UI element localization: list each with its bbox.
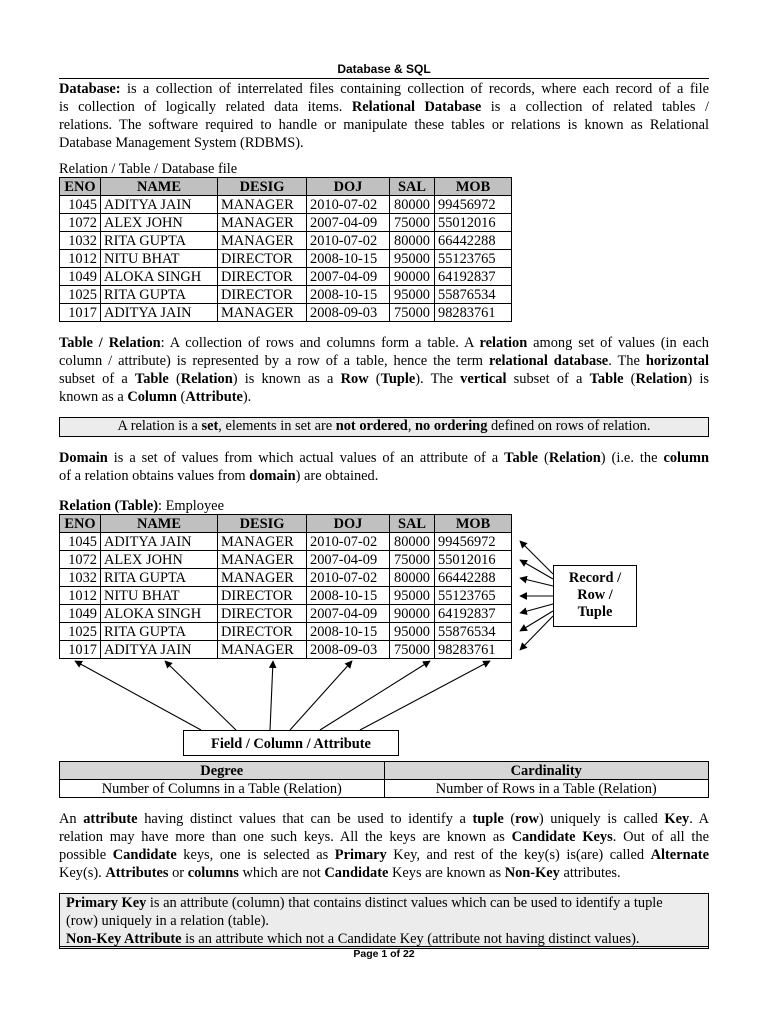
table-cell: 1049 bbox=[60, 605, 101, 623]
table-cell: 98283761 bbox=[435, 304, 512, 322]
column-header: ENO bbox=[60, 178, 101, 196]
table-cell: 1049 bbox=[60, 268, 101, 286]
table-cell: 66442288 bbox=[435, 569, 512, 587]
table-cell: 90000 bbox=[390, 268, 435, 286]
column-header: SAL bbox=[390, 515, 435, 533]
table-cell: 1045 bbox=[60, 533, 101, 551]
table-cell: 95000 bbox=[390, 286, 435, 304]
table2-caption: Relation (Table): Employee bbox=[59, 498, 224, 514]
table-cell: 2008-10-15 bbox=[307, 250, 390, 268]
column-header: MOB bbox=[435, 178, 512, 196]
row-arrows bbox=[520, 541, 553, 650]
page-number: Page 1 of 22 bbox=[353, 948, 415, 960]
column-header: ENO bbox=[60, 515, 101, 533]
table-cell: 95000 bbox=[390, 587, 435, 605]
table-cell: 55123765 bbox=[435, 250, 512, 268]
table-cell: 64192837 bbox=[435, 605, 512, 623]
table-cell: 80000 bbox=[390, 533, 435, 551]
table-cell: 75000 bbox=[390, 641, 435, 659]
column-header: DOJ bbox=[307, 515, 390, 533]
degree-header: Degree bbox=[60, 762, 385, 780]
table-cell: 1072 bbox=[60, 551, 101, 569]
table-cell: 2007-04-09 bbox=[307, 551, 390, 569]
table1-caption: Relation / Table / Database file bbox=[59, 161, 238, 177]
column-arrows bbox=[75, 661, 490, 730]
table-cell: 2007-04-09 bbox=[307, 605, 390, 623]
table-cell: 90000 bbox=[390, 605, 435, 623]
table-cell: 64192837 bbox=[435, 268, 512, 286]
table-cell: 2008-10-15 bbox=[307, 623, 390, 641]
table-cell: 80000 bbox=[390, 232, 435, 250]
table-cell: 55012016 bbox=[435, 551, 512, 569]
table-cell: 75000 bbox=[390, 551, 435, 569]
table-cell: 2010-07-02 bbox=[307, 232, 390, 250]
table-cell: 75000 bbox=[390, 304, 435, 322]
table-cell: DIRECTOR bbox=[218, 250, 307, 268]
table-cell: 66442288 bbox=[435, 232, 512, 250]
table-cell: ADITYA JAIN bbox=[101, 304, 218, 322]
column-header: DESIG bbox=[218, 515, 307, 533]
table-cell: MANAGER bbox=[218, 196, 307, 214]
table-cell: 1012 bbox=[60, 250, 101, 268]
table-cell: NITU BHAT bbox=[101, 250, 218, 268]
domain-paragraph: Domain is a set of values from which actual values of an attribute of a Table (Relation) (i.e. the column of a relation obtains values from domain) are obtained. bbox=[59, 450, 710, 484]
table-cell: 2010-07-02 bbox=[307, 569, 390, 587]
table-cell: 99456972 bbox=[435, 196, 512, 214]
table-cell: 1017 bbox=[60, 641, 101, 659]
table-cell: ADITYA JAIN bbox=[101, 533, 218, 551]
table-cell: 2007-04-09 bbox=[307, 268, 390, 286]
table-cell: 55012016 bbox=[435, 214, 512, 232]
table-cell: 98283761 bbox=[435, 641, 512, 659]
table-cell: 1025 bbox=[60, 623, 101, 641]
key-paragraph: An attribute having distinct values that can be used to identify a tuple (row) uniquely is called Key. A relation may have more than one such keys. All the keys are known as Candidate Keys. Out of all the possible Candidate keys, one is selected as Primary Key, and rest of the key(s) is(are) called Alternate Key(s). Attributes or columns which are not Candidate Keys are known as Non-Key attributes. bbox=[59, 811, 710, 881]
table-cell: DIRECTOR bbox=[218, 605, 307, 623]
table-cell: 95000 bbox=[390, 250, 435, 268]
table-cell: 1012 bbox=[60, 587, 101, 605]
table-cell: MANAGER bbox=[218, 569, 307, 587]
table-cell: 1072 bbox=[60, 214, 101, 232]
table-cell: 75000 bbox=[390, 214, 435, 232]
table-cell: 1045 bbox=[60, 196, 101, 214]
column-header: NAME bbox=[101, 178, 218, 196]
intro-paragraph: Database: is a collection of interrelated files containing collection of records, where each record of a file is collection of logically related data items. Relational Database is a collection of related tables / relations. The software required to handle or manipulate these tables or relations is known as Relational Database Management System (RDBMS). bbox=[59, 81, 709, 151]
table-cell: DIRECTOR bbox=[218, 286, 307, 304]
table-cell: DIRECTOR bbox=[218, 623, 307, 641]
table-cell: DIRECTOR bbox=[218, 268, 307, 286]
footer-rule bbox=[59, 946, 709, 947]
table-cell: 2010-07-02 bbox=[307, 533, 390, 551]
table-cell: DIRECTOR bbox=[218, 587, 307, 605]
column-header: SAL bbox=[390, 178, 435, 196]
table-cell: 95000 bbox=[390, 623, 435, 641]
table-cell: 1025 bbox=[60, 286, 101, 304]
record-row-tuple-box: Record / Row / Tuple bbox=[553, 565, 637, 627]
column-header: DOJ bbox=[307, 178, 390, 196]
table-cell: 55123765 bbox=[435, 587, 512, 605]
relational-database-term: Relational Database bbox=[351, 99, 482, 115]
table-cell: ADITYA JAIN bbox=[101, 641, 218, 659]
page-header: Database & SQL bbox=[337, 62, 431, 76]
table-cell: ADITYA JAIN bbox=[101, 196, 218, 214]
table-cell: 2010-07-02 bbox=[307, 196, 390, 214]
table-cell: 2008-10-15 bbox=[307, 286, 390, 304]
table-cell: RITA GUPTA bbox=[101, 286, 218, 304]
relation-paragraph: Table / Relation: A collection of rows and columns form a table. A relation among set of values (in each column / attribute) is represented by a row of a table, hence the term relational database. The horizontal subset of a Table (Relation) is known as a Row (Tuple). The vertical subset of a Table (Relation) is known as a Column (Attribute). bbox=[59, 335, 709, 405]
cardinality-header: Cardinality bbox=[384, 762, 709, 780]
column-header: DESIG bbox=[218, 178, 307, 196]
table-cell: MANAGER bbox=[218, 551, 307, 569]
field-column-attribute-box: Field / Column / Attribute bbox=[183, 730, 399, 756]
table-cell: MANAGER bbox=[218, 232, 307, 250]
table-cell: 2008-09-03 bbox=[307, 304, 390, 322]
table-cell: ALOKA SINGH bbox=[101, 268, 218, 286]
table-cell: 55876534 bbox=[435, 286, 512, 304]
column-header: MOB bbox=[435, 515, 512, 533]
table-cell: 1032 bbox=[60, 232, 101, 250]
table-cell: 80000 bbox=[390, 569, 435, 587]
table-cell: MANAGER bbox=[218, 533, 307, 551]
table-cell: 2008-09-03 bbox=[307, 641, 390, 659]
table-cell: MANAGER bbox=[218, 214, 307, 232]
degree-definition: Number of Columns in a Table (Relation) bbox=[60, 780, 385, 798]
table-cell: ALEX JOHN bbox=[101, 551, 218, 569]
table-cell: RITA GUPTA bbox=[101, 232, 218, 250]
set-note-box: A relation is a set, elements in set are not ordered, no ordering defined on rows of relation. bbox=[59, 417, 709, 437]
table-cell: 2007-04-09 bbox=[307, 214, 390, 232]
table-cell: 55876534 bbox=[435, 623, 512, 641]
table-cell: 99456972 bbox=[435, 533, 512, 551]
table-cell: 1017 bbox=[60, 304, 101, 322]
table-cell: ALEX JOHN bbox=[101, 214, 218, 232]
table-cell: ALOKA SINGH bbox=[101, 605, 218, 623]
table-cell: MANAGER bbox=[218, 641, 307, 659]
degree-cardinality-table bbox=[59, 761, 709, 798]
non-key-definition: Non-Key Attribute is an attribute which not a Candidate Key (attribute not having distinct values). bbox=[66, 931, 640, 947]
primary-key-definition: Primary Key is an attribute (column) that contains distinct values which can be used to identify a tuple bbox=[66, 895, 663, 911]
cardinality-definition: Number of Rows in a Table (Relation) bbox=[384, 780, 709, 798]
table-cell: NITU BHAT bbox=[101, 587, 218, 605]
table-cell: RITA GUPTA bbox=[101, 569, 218, 587]
database-term: Database: bbox=[59, 81, 121, 97]
column-header: NAME bbox=[101, 515, 218, 533]
table-cell: 2008-10-15 bbox=[307, 587, 390, 605]
table-cell: 1032 bbox=[60, 569, 101, 587]
table-cell: RITA GUPTA bbox=[101, 623, 218, 641]
table-cell: MANAGER bbox=[218, 304, 307, 322]
primary-key-box: Primary Key is an attribute (column) that contains distinct values which can be used to identify a tuple (row) uniquely in a relation (table). Non-Key Attribute is an attribute which not a Candidate Key (attribute not having distinct values). bbox=[59, 893, 709, 949]
table-cell: 80000 bbox=[390, 196, 435, 214]
